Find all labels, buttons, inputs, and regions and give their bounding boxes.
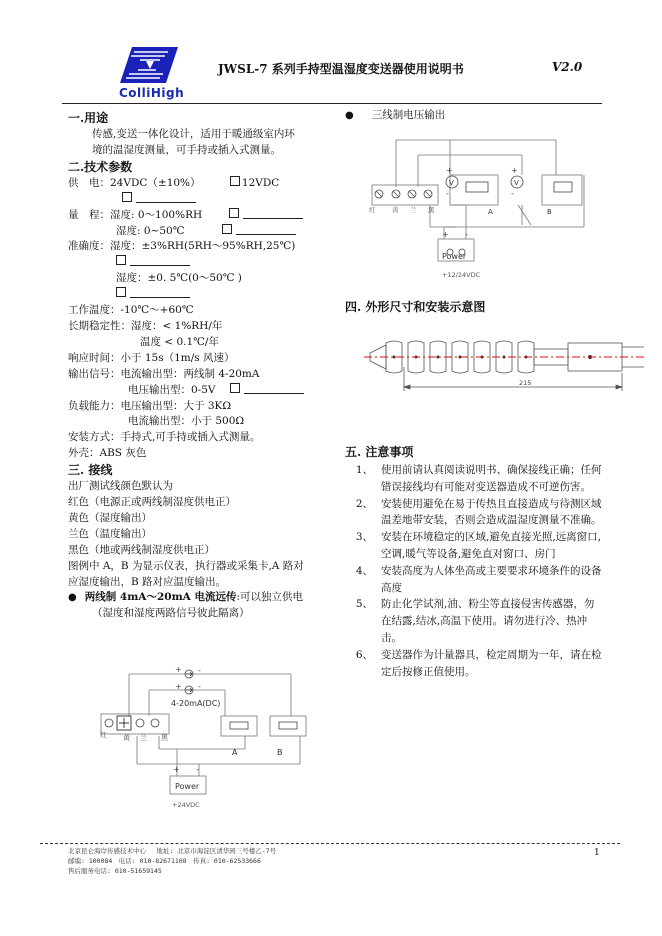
wiring-line-3: 黄色（湿度输出） [68,511,152,524]
checkbox-output[interactable] [230,383,240,393]
probe-length-label: 215 [519,379,532,387]
header-rule [62,103,602,104]
note-item: 5、 防止化学试剂,油、粉尘等直接侵害传感器，勿在结露,结冰,高温下使用。请勿进行冷、热冲击。 [355,598,595,644]
spec-power: 供 电：24VDC（±10%） 12VDC [68,176,280,189]
d2-label-b: B [547,208,552,216]
d1-supply-label: +24VDC [172,801,200,809]
spec-work-temp: 工作温度：-10℃～+60℃ [68,304,194,317]
d2-terminal-yellow: 黄 [392,206,399,214]
spec-output-2: 电压输出型：0-5V [68,383,330,399]
notes-list [345,462,603,680]
d2-voltmeter-b: V [514,179,519,187]
d2-minus-b: - [511,189,514,198]
spec-accuracy-humidity: 准确度：湿度：±3%RH(5RH～95%RH,25℃) [68,240,296,253]
spec-stability-1: 长期稳定性：湿度：< 1%RH/年 [68,319,223,332]
note-item: 6、 变送器作为计量器具，检定周期为一年，请在检定后按修正值使用。 [355,648,602,678]
footer-contact: 邮编: 100084 电话: 010-82671108 传真: 010-62533666 [68,857,261,865]
spec-load-1: 负载能力：电压输出型：大于 3KΩ [68,399,232,412]
checkbox-acc-t[interactable] [116,287,126,297]
footer-service: 售后服务电话: 010-51659145 [68,867,162,875]
spec-shell: 外壳：ABS 灰色 [68,447,147,460]
wiring-bullet-three-wire: ● 三线制电压输出 [345,109,446,121]
d1-label-b: B [277,748,283,757]
d2-terminal-blue: 兰 [410,206,417,214]
blank-line[interactable] [136,192,196,203]
spec-range-humidity: 量 程：湿度: 0～100%RH [68,208,330,224]
d2-power-plus: + [442,230,449,239]
d2-minus-a: - [446,189,449,198]
section-notes-heading: 五. 注意事项 [345,445,414,459]
checkbox-range-t[interactable] [222,224,232,234]
d2-power-label: Power [442,252,467,261]
blank-line[interactable] [243,208,303,219]
d2-plus-a: + [446,166,453,175]
purpose-line-2: 境的温湿度测量，可手持或插入式测量。 [92,143,281,156]
spec-output-1: 输出信号：电流输出型：两线制 4-20mA [68,367,260,380]
wiring-line-4: 兰色（温度输出） [68,527,152,540]
d2-plus-b: + [511,166,518,175]
d2-voltmeter-a: V [449,179,454,187]
d1-power-label: Power [175,782,200,791]
blank-line[interactable] [244,383,304,394]
d1-minus-1: - [198,666,201,675]
checkbox-acc-h[interactable] [116,255,126,265]
purpose-line-1: 传感,变送一体化设计，适用于暖通级室内环 [92,128,295,140]
wiring-line-2: 红色（电源正或两线制湿度供电正） [68,496,236,509]
note-item: 4、 安装高度为人体坐高或主要要求环境条件的设备高度 [355,564,602,594]
spec-accuracy-t-extra [68,287,330,303]
section-wiring-heading: 三. 接线 [68,463,113,478]
note-item: 2、 安装使用避免在易于传热且直接造成与待测区域温差地带安装，否则会造成温湿度测量不准确。 [355,497,602,527]
d1-terminal-black: 黑 [161,734,168,742]
note-item: 1、 使用前请认真阅读说明书、确保接线正确；任何错误接线均有可能对变送器造成不可逆伤害。 [355,464,602,493]
checkbox-range-h[interactable] [229,208,239,218]
spec-accuracy-h-extra [68,255,330,271]
spec-power-extra [68,192,330,208]
wiring-line-1: 出厂测试线颜色默认为 [68,480,173,493]
blank-line[interactable] [130,287,190,298]
wiring-line-6: 图例中 A，B 为显示仪表，执行器或采集卡,A 路对 [68,559,304,572]
footer-address: 北京昆仑海岸传感技术中心 地址: 北京市海淀区清华园三号楼乙-7号 [68,847,277,855]
spec-range-temp: 湿度: 0~50℃ [68,224,330,240]
footer-info [68,846,276,876]
left-column [68,110,330,622]
spec-stability-2: 温度 < 0.1℃/年 [140,335,219,348]
checkbox-12vdc[interactable] [230,176,240,186]
company-logo [118,45,180,85]
spec-load-2: 电流输出型：小于 500Ω [128,415,245,428]
two-wire-wiring-diagram [95,664,320,812]
d2-power-minus: - [465,230,468,239]
spec-accuracy-temp: 湿度：±0. 5℃(0～50℃ ) [116,272,242,285]
bullet-icon: ● [345,110,354,121]
document-title: JWSL-7 系列手持型温湿度变送器使用说明书 [218,62,464,76]
wiring-line-5: 黑色（地或两线制湿度供电正） [68,543,215,556]
d1-terminal-blue: 兰 [140,734,147,742]
checkbox-power-other[interactable] [122,192,132,202]
wiring-line-7: 应湿度输出，B 路对应温度输出。 [68,575,227,588]
d1-label-a: A [232,748,238,757]
d2-label-a: A [488,208,493,216]
d1-current-label: 4-20mA(DC) [171,699,221,708]
section-specs-heading: 二.技术参数 [68,159,133,174]
d1-plus-2: + [175,682,182,691]
d1-plus-1: + [175,665,182,674]
spec-response: 响应时间：小于 15s（1m/s 风速） [68,351,235,364]
d1-terminal-red: 红 [100,731,107,739]
blank-line[interactable] [236,224,296,235]
blank-line[interactable] [130,255,190,266]
logo-text: ColliHigh [119,86,185,100]
spec-install: 安装方式：手持式,可手持或插入式测量。 [68,431,261,444]
section-purpose-heading: 一.用途 [68,111,109,125]
d1-minus-2: - [198,682,201,691]
wiring-bullet-two-wire-note: （湿度和湿度两路信号彼此隔离） [92,607,250,620]
d2-terminal-red: 红 [369,206,376,214]
page-number: 1 [594,848,600,858]
probe-dimension-drawing [364,325,646,397]
document-version: V2.0 [552,60,583,74]
d1-terminal-yellow: 黄 [123,734,130,742]
d2-supply-label: +12/24VDC [442,271,481,279]
d2-terminal-black: 黑 [428,206,435,214]
right-column-top [345,108,445,124]
d1-power-plus: + [173,765,180,774]
three-wire-wiring-diagram [366,135,596,285]
section-dimensions-heading: 四. 外形尺寸和安装示意图 [345,300,486,314]
d1-power-minus: - [196,765,199,774]
footer-rule [40,843,620,844]
wiring-bullet-two-wire: ● 两线制 4mA～20mA 电流远传:可以独立供电 [68,591,304,604]
note-item: 3、 安装在环境稳定的区域,避免直接光照,远离窗口,空调,暖气等设备,避免直对窗口、房门 [355,531,602,560]
bullet-icon: ● [68,592,77,604]
